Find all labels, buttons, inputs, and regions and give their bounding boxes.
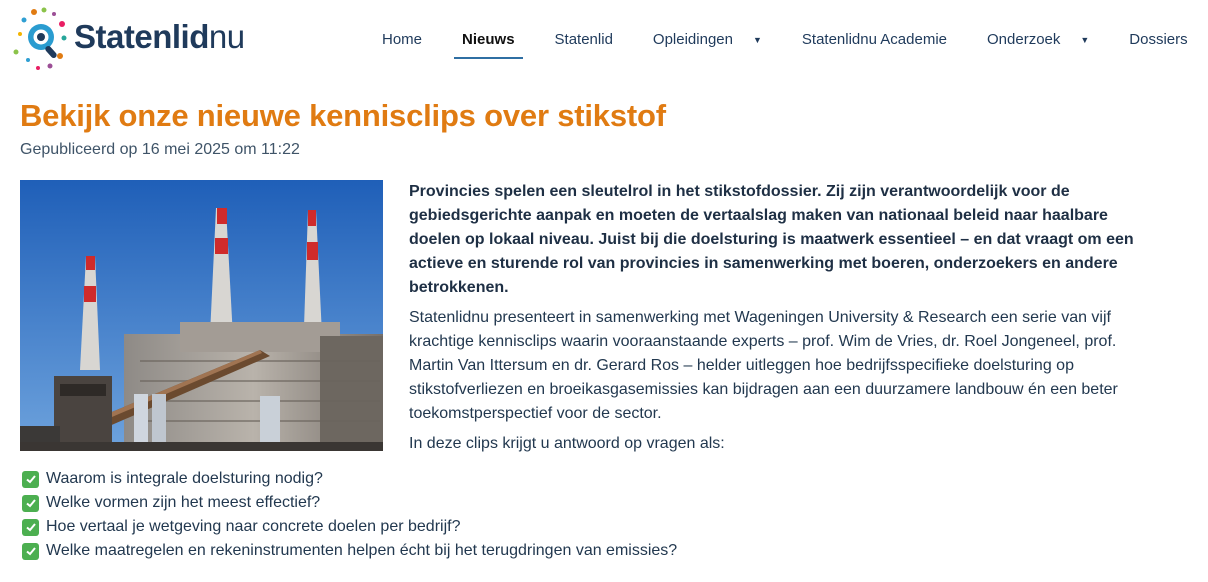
logo-wordmark — [74, 18, 245, 56]
article-body — [409, 180, 1159, 462]
check-mark-icon — [22, 495, 39, 512]
nav-label: Statenlid — [554, 31, 613, 48]
nav-item-opleidingen[interactable] — [633, 20, 782, 60]
question-text: Welke maatregelen en rekeninstrumenten helpen écht bij het terugdringen van emissies? — [46, 542, 678, 559]
questions-list — [22, 467, 922, 563]
chevron-down-icon: ▼ — [1080, 35, 1090, 45]
list-item — [22, 539, 922, 563]
list-item — [22, 515, 922, 539]
check-mark-icon — [22, 543, 39, 560]
article-title: Bekijk onze nieuwe kennisclips over stikstof — [20, 98, 666, 133]
chevron-down-icon: ▼ — [752, 35, 762, 45]
site-header — [0, 0, 1188, 80]
questions-intro: In deze clips krijgt u antwoord op vragen als: — [409, 435, 725, 452]
list-item — [22, 467, 922, 491]
nav-item-statenlid[interactable] — [535, 20, 633, 60]
check-mark-icon — [22, 471, 39, 488]
nav-item-academie[interactable] — [782, 20, 967, 60]
article-lead: Provincies spelen een sleutelrol in het stikstofdossier. Zij zijn verantwoordelijk voor de gebiedsgerichte aanpak en moeten de vertaalslag maken van nationaal beleid naar haalbare doelen op lokaal niveau. Juist bij die doelsturing is maatwerk essentieel – en dat vraagt om een actieve en sturende rol van provincies in samenwerking met boeren, onderzoekers en andere betrokkenen. — [409, 183, 1134, 296]
article-paragraph: Statenlidnu presenteert in samenwerking met Wageningen University & Research een serie van vijf krachtige kennisclips waarin vooraanstaande experts – prof. Wim de Vries, dr. Roel Jongeneel, prof. Martin Van Ittersum en dr. Gerard Ros – helder uitleggen hoe bedrijfsspecifieke doelsturing op stikstofverliezen en broeikasgasemissies kan bijdragen aan een duurzamere landbouw én een beter toekomstperspectief voor de sector. — [409, 309, 1118, 422]
list-item — [22, 491, 922, 515]
check-mark-icon — [22, 519, 39, 536]
nav-label: Onderzoek — [987, 31, 1061, 48]
nav-item-dossiers[interactable] — [1109, 20, 1207, 60]
nav-label: Opleidingen — [652, 31, 733, 48]
nav-item-home[interactable] — [362, 20, 442, 60]
nav-label: Home — [382, 31, 423, 48]
site-logo[interactable] — [12, 4, 272, 74]
logo-name-bold: Statenlid — [74, 18, 209, 55]
question-text: Hoe vertaal je wetgeving naar concrete doelen per bedrijf? — [46, 518, 461, 535]
question-text: Waarom is integrale doelsturing nodig? — [46, 470, 323, 487]
nav-label: Nieuws — [462, 31, 515, 48]
main-navigation — [362, 0, 1208, 80]
nav-label: Statenlidnu Academie — [801, 31, 947, 48]
nav-item-nieuws[interactable] — [442, 20, 535, 60]
nav-label: Dossiers — [1129, 31, 1188, 48]
question-text: Welke vormen zijn het meest effectief? — [46, 494, 321, 511]
magnifier-logo-icon — [12, 4, 76, 74]
publish-date: Gepubliceerd op 16 mei 2025 om 11:22 — [20, 141, 300, 158]
logo-name-light: nu — [208, 18, 245, 55]
nav-item-onderzoek[interactable] — [967, 20, 1109, 60]
article-hero-image — [20, 180, 383, 451]
